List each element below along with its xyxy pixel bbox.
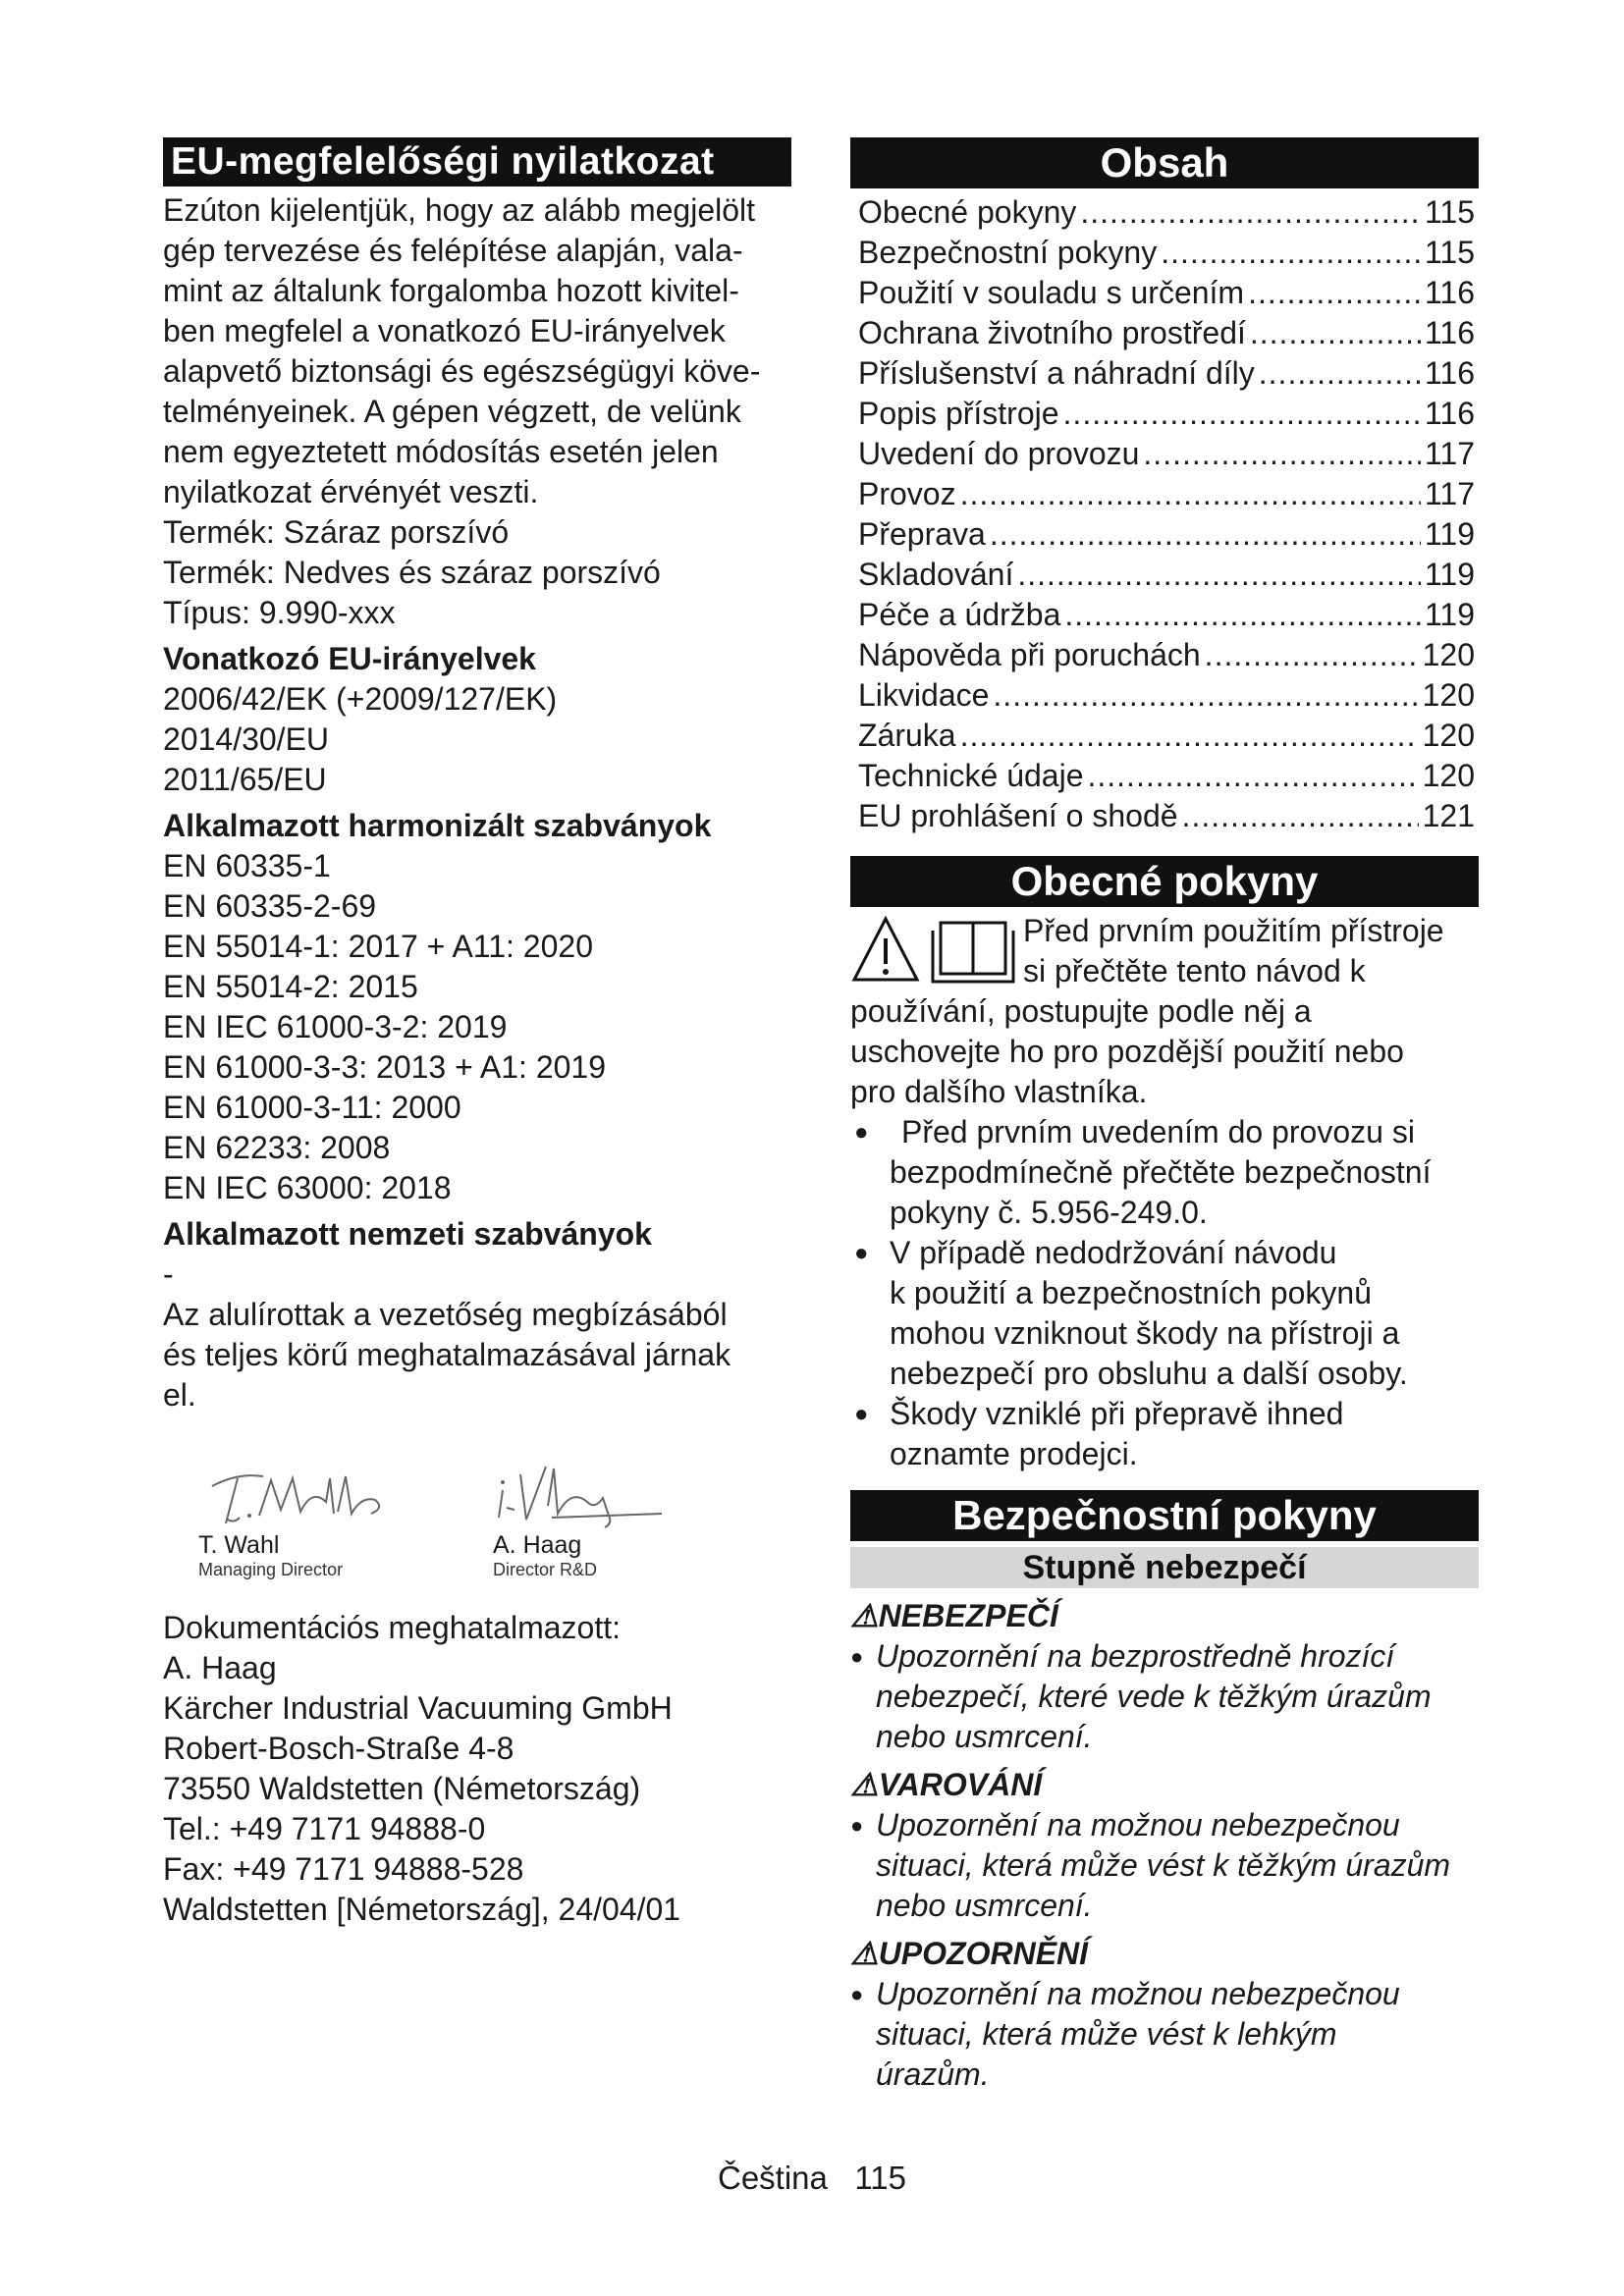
text-line: alapvető biztonsági és egészségügyi köve- xyxy=(163,353,761,389)
toc-leader xyxy=(1182,796,1419,836)
toc-entry[interactable] xyxy=(858,273,1479,313)
text-line: ● V případě nedodržování návodu xyxy=(890,1235,1337,1270)
text-line: nebezpečí, které vede k těžkým úrazům xyxy=(876,1679,1432,1714)
toc-entry[interactable] xyxy=(858,675,1479,716)
signatory-name: T. Wahl xyxy=(198,1531,280,1559)
toc-label: Bezpečnostní pokyny xyxy=(858,235,1158,270)
danger-level-varovani xyxy=(850,1765,1479,1926)
product-line: Termék: Nedves és száraz porszívó xyxy=(163,555,661,590)
toc-leader xyxy=(993,675,1418,716)
standards-heading: Alkalmazott harmonizált szabványok xyxy=(163,808,712,843)
text-line: Před prvním použitím přístroje xyxy=(1023,913,1444,948)
safety-heading: Bezpečnostní pokyny xyxy=(850,1490,1479,1541)
toc-leader xyxy=(960,474,1421,514)
general-notes-heading: Obecné pokyny xyxy=(850,856,1479,907)
toc-page: 120 xyxy=(1422,677,1475,713)
text-line: mint az általunk forgalomba hozott kivitel- xyxy=(163,273,739,308)
text-line: úrazům. xyxy=(876,2056,990,2092)
toc-leader xyxy=(1087,756,1418,796)
toc-page: 119 xyxy=(1424,557,1475,592)
warning-triangle-icon: ⚠ xyxy=(850,1936,879,1971)
level-description: ● Upozornění na možnou nebezpečnou xyxy=(850,1805,1479,1845)
toc-label: Provoz xyxy=(858,476,956,511)
text-line: bezpodmínečně přečtěte bezpečnostní xyxy=(890,1154,1432,1190)
text-line: oznamte prodejci. xyxy=(890,1436,1138,1471)
level-description: ● Upozornění na bezprostředně hrozící xyxy=(850,1636,1479,1677)
level-title-text: NEBEZPEČÍ xyxy=(878,1598,1058,1633)
toc-entry[interactable] xyxy=(858,434,1479,474)
danger-level-nebezpeci xyxy=(850,1596,1479,1757)
toc-entry[interactable] xyxy=(858,394,1479,434)
danger-levels-heading: Stupně nebezpečí xyxy=(850,1547,1479,1588)
level-description: ● Upozornění na možnou nebezpečnou xyxy=(850,1974,1479,2014)
signatory-role: Director R&D xyxy=(493,1560,598,1579)
signatory-role: Managing Director xyxy=(198,1560,344,1579)
toc-page: 120 xyxy=(1422,718,1475,753)
toc-entry[interactable] xyxy=(858,716,1479,756)
toc-label: Péče a údržba xyxy=(858,597,1061,632)
toc-page: 116 xyxy=(1424,315,1475,350)
toc-page: 117 xyxy=(1424,436,1475,471)
toc-page: 117 xyxy=(1424,476,1475,511)
list-item xyxy=(850,1394,1479,1474)
toc-leader xyxy=(1143,434,1421,474)
signature-wahl-image xyxy=(198,1459,434,1531)
toc-entry[interactable] xyxy=(858,514,1479,555)
toc-page: 116 xyxy=(1424,396,1475,431)
text-line: és teljes körű meghatalmazásával járnak xyxy=(163,1337,731,1372)
national-standards-value: - xyxy=(163,1256,174,1292)
signatory-name: A. Haag xyxy=(493,1531,582,1559)
documentation-info xyxy=(163,1608,791,1930)
toc-label: Ochrana životního prostředí xyxy=(858,315,1246,350)
text-line: nebo usmrcení. xyxy=(876,1719,1093,1754)
toc-leader xyxy=(1161,233,1421,273)
toc-entry[interactable] xyxy=(858,796,1479,836)
toc-leader xyxy=(990,514,1421,555)
toc-leader xyxy=(1248,273,1421,313)
toc-label: Likvidace xyxy=(858,677,990,713)
text-line: Az alulírottak a vezetőség megbízásából xyxy=(163,1297,728,1332)
toc-leader xyxy=(1063,394,1421,434)
toc-page: 120 xyxy=(1422,758,1475,793)
toc-label: Popis přístroje xyxy=(858,396,1059,431)
toc-entry[interactable] xyxy=(858,233,1479,273)
level-title-text: VAROVÁNÍ xyxy=(878,1767,1043,1802)
toc-entry[interactable] xyxy=(858,474,1479,514)
text-line: gép tervezése és felépítése alapján, vala- xyxy=(163,233,743,268)
danger-level-title xyxy=(850,1934,1479,1974)
toc-entry[interactable] xyxy=(858,595,1479,635)
toc-label: Uvedení do provozu xyxy=(858,436,1140,471)
footer-language: Čeština xyxy=(717,2160,828,2196)
signature-block-wahl xyxy=(198,1459,493,1580)
list-item xyxy=(850,1112,1479,1233)
text-line: situaci, která může vést k lehkým xyxy=(876,2016,1337,2052)
text-line: nebezpečí pro obsluhu a další osoby. xyxy=(890,1356,1408,1391)
intro-text xyxy=(163,190,791,512)
toc-page: 119 xyxy=(1424,516,1475,552)
text-line: Robert-Bosch-Straße 4-8 xyxy=(163,1731,514,1766)
toc-entry[interactable] xyxy=(858,192,1479,233)
directives-heading: Vonatkozó EU-irányelvek xyxy=(163,641,536,676)
text-line: telményeinek. A gépen végzett, de velünk xyxy=(163,394,741,429)
warning-triangle-icon: ⚠ xyxy=(850,1767,879,1802)
general-notes-list xyxy=(850,1112,1479,1474)
type-line: Típus: 9.990-xxx xyxy=(163,595,396,630)
toc-leader xyxy=(1205,635,1419,675)
text-line: el. xyxy=(163,1377,196,1413)
text-line: A. Haag xyxy=(163,1650,277,1685)
text-line: 73550 Waldstetten (Németország) xyxy=(163,1771,641,1806)
standard-item: EN 55014-1: 2017 + A11: 2020 xyxy=(163,929,593,964)
signatures xyxy=(198,1459,791,1580)
product-line: Termék: Száraz porszívó xyxy=(163,514,510,550)
table-of-contents xyxy=(850,192,1479,836)
toc-entry[interactable] xyxy=(858,353,1479,394)
text-line: k použití a bezpečnostních pokynů xyxy=(890,1275,1372,1310)
right-column xyxy=(850,137,1479,2095)
standard-item: EN 61000-3-11: 2000 xyxy=(163,1090,461,1125)
standard-item: EN 55014-2: 2015 xyxy=(163,969,418,1004)
toc-leader xyxy=(960,716,1419,756)
directive-item: 2006/42/EK (+2009/127/EK) xyxy=(163,681,558,717)
toc-label: Přeprava xyxy=(858,516,986,552)
footer-page-number: 115 xyxy=(854,2160,907,2196)
text-line: pro dalšího vlastníka. xyxy=(850,1074,1148,1109)
toc-leader xyxy=(1250,313,1421,353)
standard-item: EN 60335-2-69 xyxy=(163,888,377,924)
danger-level-upozorneni xyxy=(850,1934,1479,2095)
list-item xyxy=(850,1233,1479,1394)
directive-item: 2014/30/EU xyxy=(163,721,330,757)
declaration-heading: EU-megfelelőségi nyilatkozat xyxy=(163,137,791,187)
toc-label: Příslušenství a náhradní díly xyxy=(858,355,1255,391)
text-line: nyilatkozat érvényét veszti. xyxy=(163,474,539,509)
signature-block-haag xyxy=(493,1459,787,1580)
toc-heading: Obsah xyxy=(850,137,1479,188)
toc-page: 115 xyxy=(1424,235,1475,270)
standard-item: EN 60335-1 xyxy=(163,848,331,883)
text-line: Fax: +49 7171 94888-528 xyxy=(163,1851,524,1887)
toc-label: Záruka xyxy=(858,718,956,753)
signature-haag-image xyxy=(493,1459,729,1531)
text-line: Waldstetten [Németország], 24/04/01 xyxy=(163,1892,681,1927)
level-title-text: UPOZORNĚNÍ xyxy=(878,1936,1089,1971)
toc-page: 116 xyxy=(1424,275,1475,310)
toc-label: Obecné pokyny xyxy=(858,194,1077,230)
text-line: Tel.: +49 7171 94888-0 xyxy=(163,1811,486,1846)
toc-entry[interactable] xyxy=(858,756,1479,796)
page-footer xyxy=(0,2160,1624,2197)
text-line: situaci, která může vést k těžkým úrazům xyxy=(876,1847,1451,1883)
toc-leader xyxy=(1259,353,1421,394)
toc-label: Technické údaje xyxy=(858,758,1084,793)
standard-item: EN 61000-3-3: 2013 + A1: 2019 xyxy=(163,1049,607,1085)
standard-item: EN 62233: 2008 xyxy=(163,1130,391,1165)
text-line: Kärcher Industrial Vacuuming GmbH xyxy=(163,1690,673,1726)
text-line: nem egyeztetett módosítás esetén jelen xyxy=(163,434,719,469)
toc-label: Nápověda při poruchách xyxy=(858,637,1201,672)
left-column xyxy=(163,137,791,1930)
toc-label: EU prohlášení o shodě xyxy=(858,798,1178,833)
standard-item: EN IEC 63000: 2018 xyxy=(163,1170,452,1205)
toc-page: 121 xyxy=(1422,798,1475,833)
toc-label: Skladování xyxy=(858,557,1014,592)
text-line: Ezúton kijelentjük, hogy az alább megjelölt xyxy=(163,192,756,228)
text-line: nebo usmrcení. xyxy=(876,1888,1093,1923)
toc-page: 115 xyxy=(1424,194,1475,230)
text-line: ben megfelel a vonatkozó EU-irányelvek xyxy=(163,313,726,348)
product-info xyxy=(163,512,791,633)
national-standards-heading: Alkalmazott nemzeti szabványok xyxy=(163,1216,652,1252)
general-notes-intro xyxy=(850,911,1479,991)
toc-entry[interactable] xyxy=(858,313,1479,353)
toc-leader xyxy=(1017,555,1421,595)
text-line: uschovejte ho pro pozdější použití nebo xyxy=(850,1034,1404,1069)
warning-triangle-icon: ⚠ xyxy=(850,1598,879,1633)
toc-page: 119 xyxy=(1424,597,1475,632)
text-line: pokyny č. 5.956-249.0. xyxy=(890,1195,1208,1230)
warning-manual-icon xyxy=(850,911,1023,988)
toc-label: Použití v souladu s určením xyxy=(858,275,1245,310)
text-line: Dokumentációs meghatalmazott: xyxy=(163,1610,621,1645)
toc-leader xyxy=(1080,192,1421,233)
toc-page: 120 xyxy=(1422,637,1475,672)
toc-page: 116 xyxy=(1424,355,1475,391)
directive-item: 2011/65/EU xyxy=(163,762,327,797)
text-line: používání, postupujte podle něj a xyxy=(850,993,1312,1029)
danger-level-title xyxy=(850,1596,1479,1636)
standard-item: EN IEC 61000-3-2: 2019 xyxy=(163,1009,508,1044)
text-line: ● Škody vzniklé při přepravě ihned xyxy=(890,1396,1344,1431)
text-line: ● Před prvním uvedením do provozu si xyxy=(901,1114,1415,1149)
toc-entry[interactable] xyxy=(858,555,1479,595)
toc-leader xyxy=(1064,595,1421,635)
text-line: mohou vzniknout škody na přístroji a xyxy=(890,1315,1400,1351)
text-line: si přečtěte tento návod k xyxy=(1023,953,1366,988)
toc-entry[interactable] xyxy=(858,635,1479,675)
danger-level-title xyxy=(850,1765,1479,1805)
